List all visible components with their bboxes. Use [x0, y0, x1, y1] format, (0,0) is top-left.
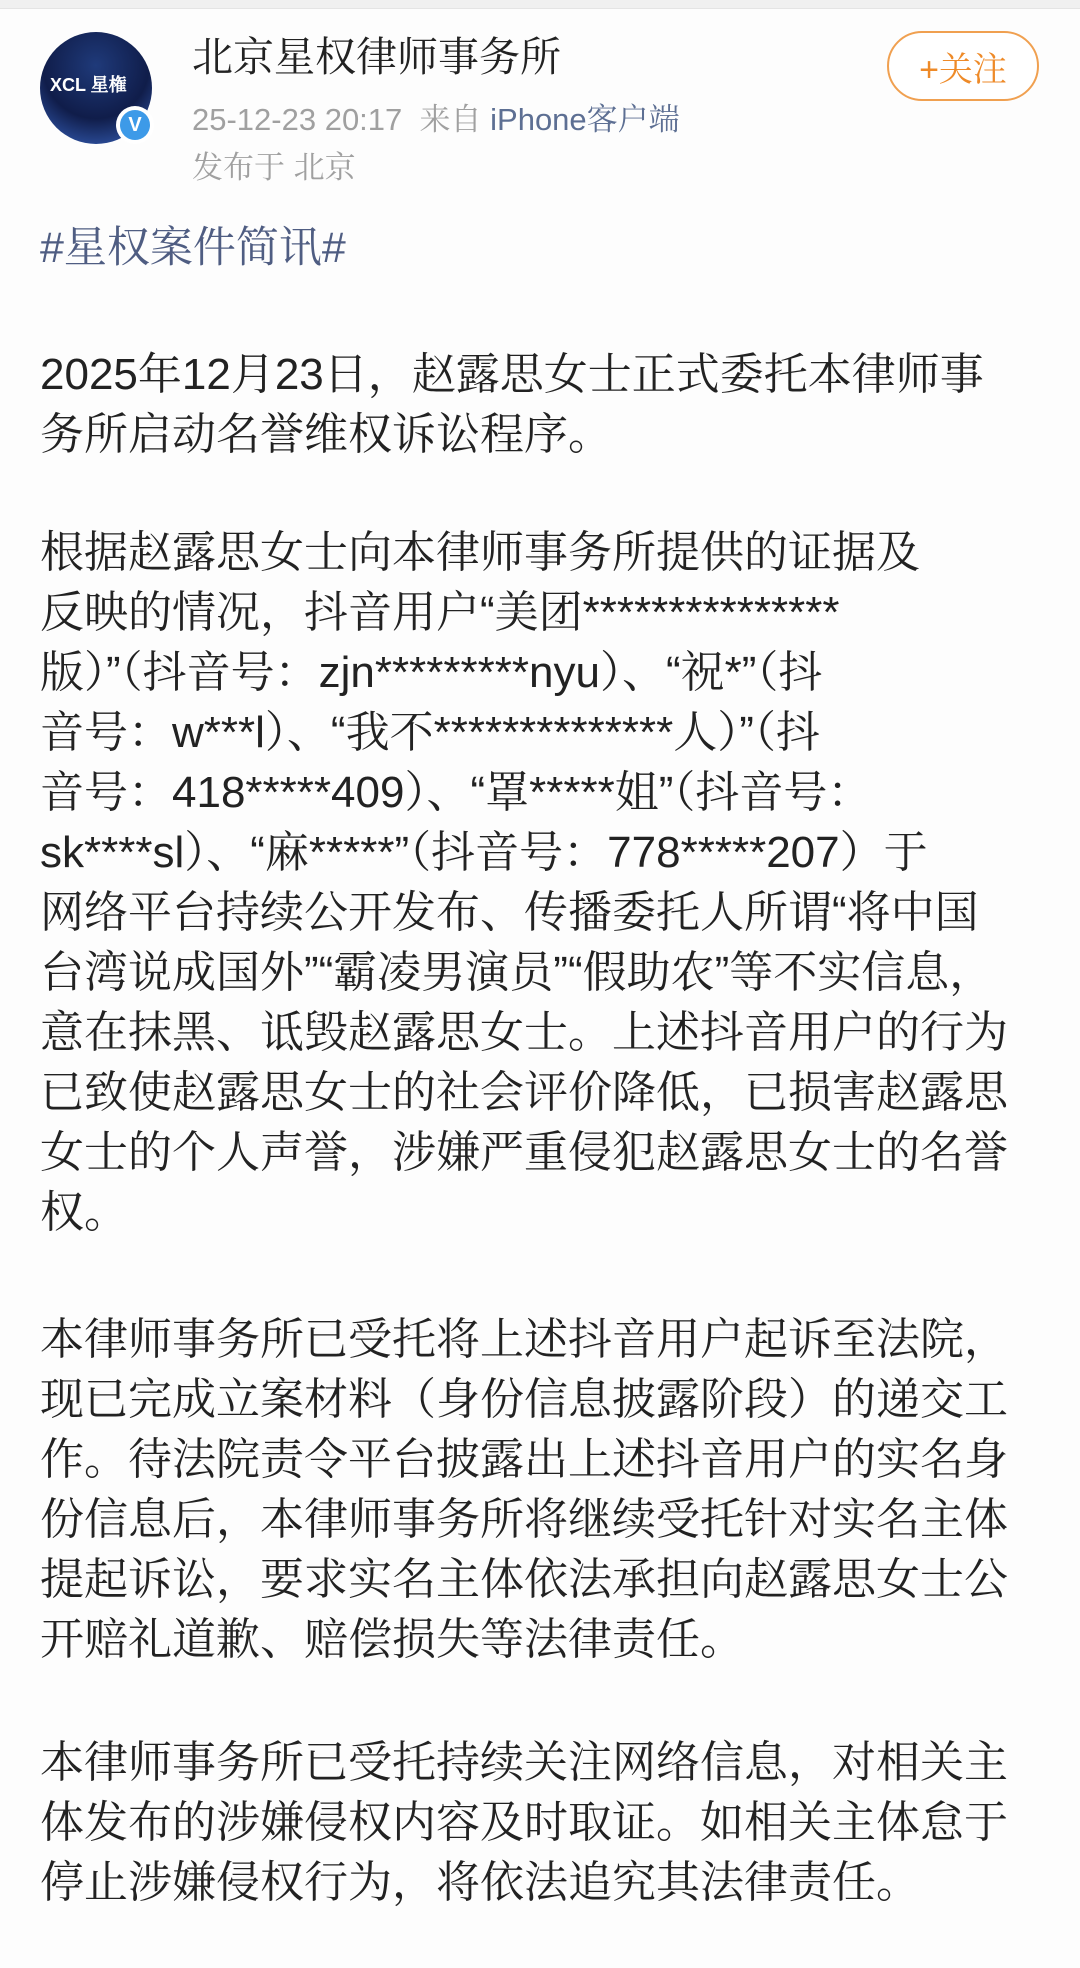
- text-line: 务所启动名誉维权诉讼程序。: [40, 410, 612, 459]
- text-line: 份信息后，本律师事务所将继续受托针对实名主体: [40, 1495, 1008, 1544]
- post-location: 发布于 北京: [192, 150, 356, 185]
- text-line: 作。待法院责令平台披露出上述抖音用户的实名身: [40, 1435, 1008, 1484]
- author-name[interactable]: 北京星权律师事务所: [192, 34, 561, 80]
- text-line: sk****sl）、“麻*****”（抖音号：778*****207）于: [40, 828, 928, 877]
- text-line: 本律师事务所已受托持续关注网络信息，对相关主: [40, 1738, 1008, 1787]
- top-divider: [0, 0, 1080, 9]
- avatar-logo: XCL 星権: [50, 75, 127, 95]
- text-line: 现已完成立案材料（身份信息披露阶段）的递交工: [40, 1375, 1008, 1424]
- text-line: 权。: [40, 1188, 128, 1237]
- text-line: 音号：418*****409）、“罩*****姐”（抖音号：: [40, 768, 872, 817]
- paragraph-3: [40, 1310, 1008, 1670]
- text-line: 体发布的涉嫌侵权内容及时取证。如相关主体怠于: [40, 1798, 1008, 1847]
- verified-badge-text: V: [120, 110, 150, 140]
- text-line: 已致使赵露思女士的社会评价降低，已损害赵露思: [40, 1068, 1008, 1117]
- post-meta: [192, 100, 680, 140]
- text-line: 根据赵露思女士向本律师事务所提供的证据及: [40, 528, 920, 577]
- text-line: 提起诉讼，要求实名主体依法承担向赵露思女士公: [40, 1555, 1008, 1604]
- verified-icon: [116, 106, 154, 144]
- text-line: 开赔礼道歉、赔偿损失等法律责任。: [40, 1615, 744, 1664]
- paragraph-4: [40, 1733, 1008, 1913]
- text-line: 停止涉嫌侵权行为，将依法追究其法律责任。: [40, 1858, 920, 1907]
- text-line: 女士的个人声誉，涉嫌严重侵犯赵露思女士的名誉: [40, 1128, 1008, 1177]
- text-line: 意在抹黑、诋毁赵露思女士。上述抖音用户的行为: [40, 1008, 1008, 1057]
- paragraph-1: [40, 345, 984, 465]
- timestamp: 25-12-23 20:17: [192, 102, 403, 137]
- text-line: 反映的情况，抖音用户“美团***************: [40, 588, 840, 637]
- text-line: 本律师事务所已受托将上述抖音用户起诉至法院，: [40, 1315, 1008, 1364]
- text-line: 音号：w***l）、“我不**************人）”（抖: [40, 708, 820, 757]
- follow-button[interactable]: +关注: [887, 31, 1039, 101]
- source-link[interactable]: iPhone客户端: [490, 102, 680, 137]
- hashtag-link[interactable]: #星权案件简讯#: [40, 224, 346, 272]
- paragraph-2: [40, 523, 1008, 1243]
- text-line: 版）”（抖音号：zjn*********nyu）、“祝*”（抖: [40, 648, 823, 697]
- text-line: 台湾说成国外”“霸凌男演员”“假助农”等不实信息，: [40, 948, 994, 997]
- text-line: 网络平台持续公开发布、传播委托人所谓“将中国: [40, 888, 979, 937]
- text-line: 2025年12月23日，赵露思女士正式委托本律师事: [40, 350, 984, 399]
- source-prefix: 来自: [419, 102, 482, 137]
